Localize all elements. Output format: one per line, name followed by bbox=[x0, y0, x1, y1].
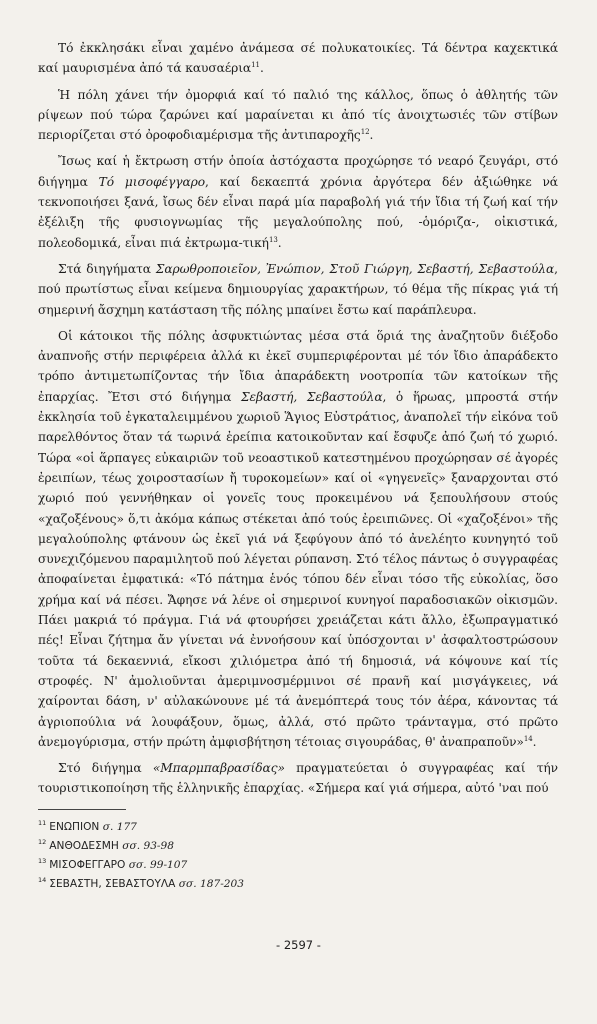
story-title: «Μπαρμπαβρασίδας» bbox=[152, 761, 285, 776]
page bbox=[38, 38, 558, 894]
footnote-14: $^{14}$ ΣΕΒΑΣΤΗ, ΣΕΒΑΣΤΟΥΛΑ σσ. 187-203 bbox=[38, 876, 245, 890]
paragraph-2: Ἡ πόλη χάνει τήν ὀμορφιά καί τό παλιό της κάλλος, ὅπως ὁ ἀθλητής τῶν ρίψεων πού τώρα ζαρώνει καί μαραίνεται κι ἀπό τίς ἀνοιχτωσιές τῶν στίβων περιορίζεται στό ὀροφοδιαμέρισμα τῆς ἀντιπαροχῆς$^{12}$. bbox=[38, 87, 558, 143]
paragraph-5: Οἱ κάτοικοι τῆς πόλης ἀσφυκτιώντας μέσα στά ὅριά της ἀναζητοῦν διέξοδο ἀναπνοῆς στήν περιφέρεια ἀλλά κι ἐκεῖ συμπεριφέρονται μέ τόν ἴδιο ἀπαράδεκτο τρόπο ἀντιμετωπίζοντας τήν ἴδια ἀπαράδεκτη νοοτροπία τῶν κατοίκων τῆς ἐπαρχίας. Ἔτσι στό διήγημα Σεβαστή, Σεβαστούλα, ὁ ἥρωας, μπροστά στήν ἐκκλησία τοῦ ἐγκαταλειμμένου χωριοῦ Ἅγιος Εὐστράτιος, ἀναπολεῖ τήν εἰκόνα τοῦ παρελθόντος ὅταν τά τωρινά ἐρείπια κατοικοῦνταν καί ἔσφυζε ἀπό ζωή τό χωριό. Τώρα «οἱ ἅρπαγες εὐκαιριῶν τοῦ νεοαστικοῦ κατεστημένου προχώρησαν σέ ἀγορές ἐρειπίων, τέως χοιροστασίων ἤ τυροκομείων» καί οἱ «γηγενεῖς» ξαναρχονται στό χωριό πού γεννήθηκαν οἱ γονεῖς τους προκειμένου νά ξεπουλήσουν στούς «χαζοξένους» ὅ,τι ἀκόμα κάπως στέκεται ἀπό τούς ἐρειπιῶνες. Οἱ «χαζοξένοι» τῆς μεγαλούπολης φτάνουν ὡς ἐκεῖ γιά νά ξεφύγουν ἀπό τό ἀνελέητο κυνηγητό τοῦ συνεχιζόμενου παραμιλητοῦ πού λέγεται ρύπανση. Στό τέλος πάντως ὁ συγγραφέας ἀποφαίνεται ἐμφατικά: «Τό πάτημα ἑνός τόπου δέν εἶναι τόσο τῆς εὐκολίας, ὅσο χρήμα καί νά πέσει. Ἄφησε νά λένε οἱ σημερινοί κυνηγοί παραδοσιακῶν οἰκισμῶν. Πάει μακριά τό πράγμα. Γιά νά φτουρήσει χρειάζεται κάτι ἄλλο, ἐξωπραγματικό πές! Εἶναι ζήτημα ἄν γίνεται νά ἐννοήσουν καί ὑπόσχονται ν' ἀσφαλτοστρώσουν τοῦτα τά δεκαεννιά, εἴκοσι χιλιόμετρα ἀπό τή δημοσιά, νά κόψουνε καί τίς στροφές. Ν' ἀμολιοῦνται ἀμεριμνοσμέρμινοι σέ πρανῆ καί μισγάγκειες, νά χαίρονται δάση, ν' αὐλακώνουνε μέ τά ἀνεμόπτερά τους τόν ἀέρα, κάνοντας τά ἀγριοπούλια νά λουφάξουν, ὅμως, ἀλλά, στό πρῶτο τράνταγμα, στό πρῶτο ἀνεμογύρισμα, στήν πρώτη ἀμφισβήτηση τέτοιας σιγουράδας, θ' ἀναπραποῦν»$^{14}$. bbox=[38, 328, 558, 749]
paragraph-6: Στό διήγημα «Μπαρμπαβρασίδας» πραγματεύεται ὁ συγγραφέας καί τήν τουριστικοποίηση τῆς ἑλληνικῆς ἐπαρχίας. «Σήμερα καί γιά σήμερα, αὐτό 'ναι πού bbox=[38, 761, 558, 796]
footnote-ref-13[interactable]: 13 bbox=[268, 235, 278, 244]
footnote-divider bbox=[38, 809, 126, 810]
paragraph-3: Ἴσως καί ἡ ἔκτρωση στήν ὁποία ἀστόχαστα προχώρησε τό νεαρό ζευγάρι, στό διήγημα Τό μισοφέγγαρο, καί δεκαεπτά χρόνια ἀργότερα δέν ἀξιώθηκε νά τεκνοποιήσει ξανά, ἴσως δέν εἶναι παρά μία παραβολή γιά τήν ἴδια τή ζωή καί τήν ἐξέλιξη τῆς φυσιογνωμίας τῆς μεγαλούπολης πού, -ὁμόριζα-, οἰκιστικά, πολεοδομικά, εἶναι πιά ἐκτρωμα-τική$^{13}$. bbox=[38, 154, 558, 250]
page-number: - 2597 - bbox=[276, 938, 321, 952]
paragraph-4: Στά διηγήματα Σαρωθροποιεῖον, Ἐνώπιον, Στοῦ Γιώργη, Σεβαστή, Σεβαστούλα, πού πρωτίστως εἶναι κείμενα δημιουργίας χαρακτήρων, τό θέμα τῆς πίκρας γιά τή σημερινή ἄσχημη κατάσταση τῆς πόλης μπαίνει ἔστω καί παράπλευρα. bbox=[38, 261, 558, 317]
story-title: Τό μισοφέγγαρο bbox=[98, 174, 206, 189]
body-text bbox=[38, 38, 558, 799]
footnote-ref-12[interactable]: 12 bbox=[360, 128, 370, 137]
footnotes bbox=[38, 818, 558, 894]
story-titles: Σαρωθροποιεῖον, Ἐνώπιον, Στοῦ Γιώργη, Σεβαστή, Σεβαστούλα bbox=[155, 261, 555, 276]
footnote-13: $^{13}$ ΜΙΣΟΦΕΓΓΑΡΟ σσ. 99-107 bbox=[38, 857, 188, 871]
story-title: Σεβαστή, Σεβαστούλα bbox=[240, 389, 383, 404]
footnote-11: $^{11}$ ΕΝΩΠΙΟΝ σ. 177 bbox=[38, 819, 137, 833]
footnote-ref-11[interactable]: 11 bbox=[251, 61, 260, 70]
paragraph-1: Τό ἐκκλησάκι εἶναι χαμένο ἀνάμεσα σέ πολυκατοικίες. Τά δέντρα καχεκτικά καί μαυρισμένα ἀπό τά καυσαέρια$^{11}$. bbox=[38, 41, 558, 76]
footnote-12: $^{12}$ ΑΝΘΟΔΕΣΜΗ σσ. 93-98 bbox=[38, 838, 174, 852]
footnote-ref-14[interactable]: 14 bbox=[523, 734, 533, 743]
